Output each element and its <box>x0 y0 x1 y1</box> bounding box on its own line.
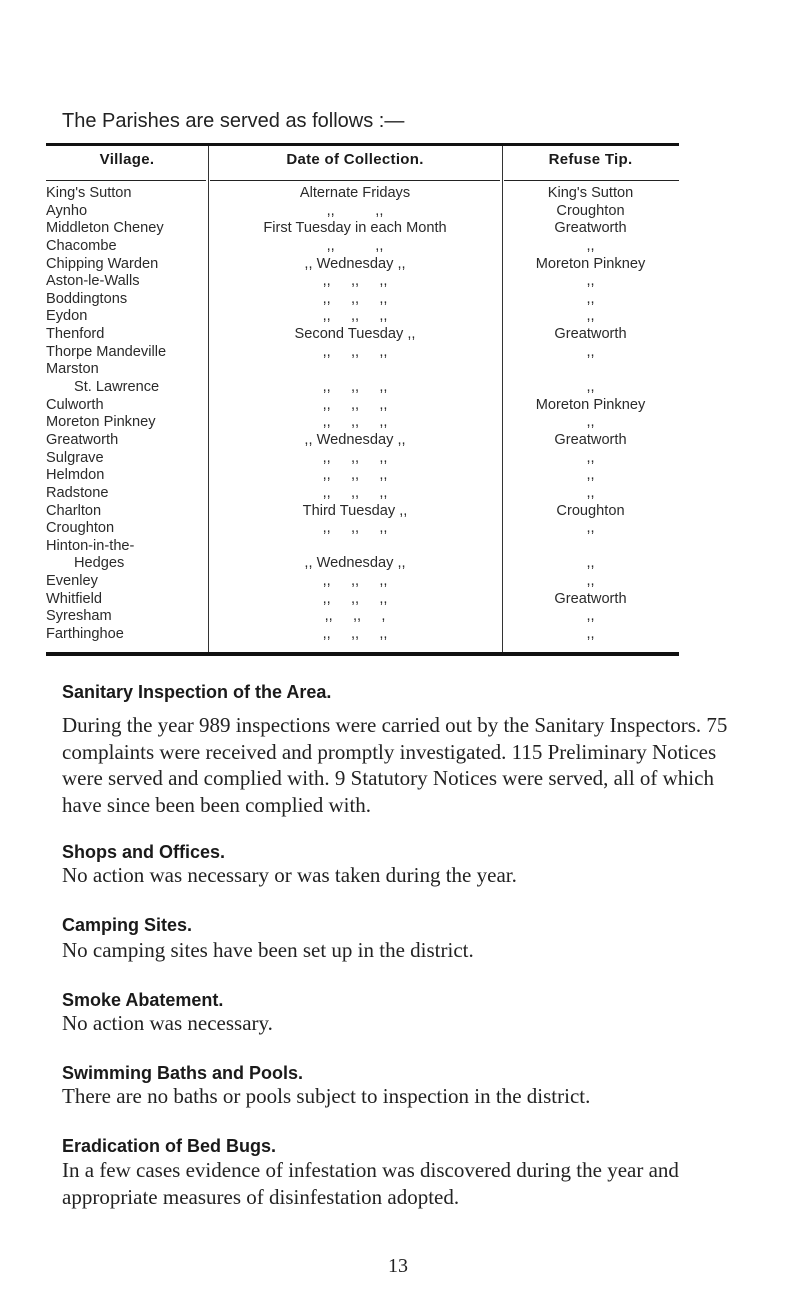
table-row <box>46 291 679 309</box>
header-village: Village. <box>99 151 155 168</box>
table-row <box>46 379 679 397</box>
page-number: 13 <box>388 1255 408 1277</box>
cell-village: Aston-le-Walls <box>46 273 140 290</box>
cell-village: Culworth <box>46 396 104 413</box>
cell-village: King's Sutton <box>46 185 132 201</box>
paragraph-sanitary-inspection: During the year 989 inspections were carried out by the Sanitary Inspectors. 75 complaints were received and promptly investigated. 115 Preliminary Notices were served and complied with. 9 Statutory Notices were served, all of which have since been been complied with. <box>62 713 728 817</box>
cell-village: Chipping Warden <box>46 255 159 272</box>
cell-refuse-tip: ,, <box>586 273 595 290</box>
cell-collection-date: ,, ,, ,, <box>322 626 388 643</box>
cell-refuse-tip: ,, <box>586 484 595 501</box>
cell-refuse-tip: ,, <box>586 467 595 484</box>
cell-refuse-tip: ,, <box>586 290 595 307</box>
table-body <box>46 185 679 644</box>
cell-village: Thorpe Mandeville <box>46 343 167 360</box>
cell-collection-date: ,, Wednesday ,, <box>304 431 406 448</box>
header-date: Date of Collection. <box>286 151 424 168</box>
table-row <box>46 467 679 485</box>
cell-refuse-tip: ,, <box>586 308 595 325</box>
cell-village: Helmdon <box>46 467 105 484</box>
table-bottom-rule <box>46 652 679 656</box>
cell-collection-date: ,, ,, ,, <box>322 414 388 431</box>
cell-collection-date: Third Tuesday ,, <box>302 502 408 519</box>
parish-collection-table <box>46 143 679 663</box>
cell-collection-date: ,, ,, , <box>324 608 386 625</box>
cell-collection-date: Alternate Fridays <box>299 185 411 201</box>
heading-swimming-baths: Swimming Baths and Pools. <box>62 1063 304 1083</box>
table-row <box>46 591 679 609</box>
cell-refuse-tip: King's Sutton <box>547 185 634 201</box>
table-row <box>46 626 679 644</box>
cell-refuse-tip: ,, <box>586 573 595 590</box>
cell-village: Charlton <box>46 502 102 519</box>
cell-refuse-tip: Moreton Pinkney <box>535 396 646 413</box>
header-tip: Refuse Tip. <box>548 151 633 168</box>
table-row <box>46 397 679 415</box>
cell-refuse-tip: ,, <box>586 555 595 572</box>
table-row <box>46 485 679 503</box>
cell-collection-date: ,, ,, ,, <box>322 484 388 501</box>
paragraph-bed-bugs: In a few cases evidence of infestation was discovered during the year and appropriate measures of disinfestation adopted. <box>62 1158 679 1209</box>
table-row <box>46 220 679 238</box>
cell-collection-date: ,, ,, ,, <box>322 520 388 537</box>
paragraph-smoke-abatement: No action was necessary. <box>62 1011 273 1035</box>
header-rule-village <box>46 180 206 181</box>
cell-refuse-tip: Croughton <box>556 202 625 219</box>
cell-collection-date: ,, ,, ,, <box>322 273 388 290</box>
cell-refuse-tip: Greatworth <box>554 590 627 607</box>
cell-collection-date: ,, ,, ,, <box>322 379 388 396</box>
table-row <box>46 203 679 221</box>
cell-refuse-tip: ,, <box>586 449 595 466</box>
table-row <box>46 608 679 626</box>
table-row <box>46 256 679 274</box>
paragraph-shops-offices: No action was necessary or was taken during the year. <box>62 863 517 887</box>
cell-refuse-tip: Greatworth <box>554 220 627 237</box>
table-row <box>46 308 679 326</box>
cell-collection-date: ,, ,, <box>326 202 384 219</box>
cell-village: Evenley <box>46 573 98 590</box>
cell-refuse-tip: ,, <box>586 379 595 396</box>
cell-collection-date: First Tuesday in each Month <box>263 220 447 237</box>
table-row <box>46 238 679 256</box>
table-row <box>46 344 679 362</box>
cell-refuse-tip: Greatworth <box>554 326 627 343</box>
cell-refuse-tip: Moreton Pinkney <box>535 255 646 272</box>
paragraph-camping-sites: No camping sites have been set up in the district. <box>62 938 474 962</box>
cell-village: Hedges <box>74 555 125 572</box>
cell-village: Marston <box>46 361 99 378</box>
intro-line: The Parishes are served as follows :— <box>62 110 405 132</box>
cell-village: Greatworth <box>46 431 119 448</box>
table-row <box>46 326 679 344</box>
cell-village: Radstone <box>46 484 109 501</box>
cell-village: Farthinghoe <box>46 626 124 643</box>
cell-refuse-tip: Croughton <box>556 502 625 519</box>
heading-sanitary-inspection: Sanitary Inspection of the Area. <box>62 682 332 702</box>
table-row <box>46 503 679 521</box>
heading-camping-sites: Camping Sites. <box>62 915 193 935</box>
cell-collection-date: ,, ,, ,, <box>322 308 388 325</box>
cell-village: Eydon <box>46 308 88 325</box>
table-row <box>46 432 679 450</box>
cell-collection-date: Second Tuesday ,, <box>294 326 416 343</box>
cell-village: Chacombe <box>46 237 117 254</box>
table-row <box>46 538 679 556</box>
cell-refuse-tip: ,, <box>586 608 595 625</box>
cell-village: Hinton-in-the- <box>46 537 135 554</box>
cell-village: St. Lawrence <box>74 379 160 396</box>
cell-collection-date: ,, ,, ,, <box>322 573 388 590</box>
table-row <box>46 361 679 379</box>
cell-village: Croughton <box>46 520 115 537</box>
table-row <box>46 450 679 468</box>
table-row <box>46 185 679 203</box>
cell-collection-date: ,, ,, ,, <box>322 467 388 484</box>
header-rule-tip <box>504 180 679 181</box>
cell-refuse-tip: ,, <box>586 626 595 643</box>
cell-village: Moreton Pinkney <box>46 414 156 431</box>
cell-collection-date: ,, ,, ,, <box>322 449 388 466</box>
heading-bed-bugs: Eradication of Bed Bugs. <box>62 1136 277 1156</box>
cell-village: Whitfield <box>46 590 102 607</box>
cell-refuse-tip: ,, <box>586 520 595 537</box>
cell-village: Aynho <box>46 202 88 219</box>
cell-village: Middleton Cheney <box>46 220 164 237</box>
cell-collection-date: ,, ,, <box>326 237 384 254</box>
cell-collection-date: ,, Wednesday ,, <box>304 555 406 572</box>
cell-village: Boddingtons <box>46 290 128 307</box>
heading-smoke-abatement: Smoke Abatement. <box>62 990 224 1010</box>
cell-collection-date: ,, ,, ,, <box>322 396 388 413</box>
cell-refuse-tip: ,, <box>586 237 595 254</box>
cell-village: Sulgrave <box>46 449 104 466</box>
table-row <box>46 414 679 432</box>
cell-village: Syresham <box>46 608 112 625</box>
cell-collection-date: ,, ,, ,, <box>322 343 388 360</box>
cell-village: Thenford <box>46 326 105 343</box>
cell-refuse-tip: ,, <box>586 414 595 431</box>
cell-refuse-tip: ,, <box>586 343 595 360</box>
cell-collection-date: ,, ,, ,, <box>322 290 388 307</box>
table-row <box>46 573 679 591</box>
table-row <box>46 273 679 291</box>
cell-collection-date: ,, Wednesday ,, <box>304 255 406 272</box>
cell-refuse-tip: Greatworth <box>554 431 627 448</box>
table-top-rule <box>46 143 679 146</box>
header-rule-date <box>210 180 500 181</box>
heading-shops-offices: Shops and Offices. <box>62 842 226 862</box>
table-row <box>46 520 679 538</box>
paragraph-swimming-baths: There are no baths or pools subject to inspection in the district. <box>62 1084 591 1108</box>
table-row <box>46 555 679 573</box>
cell-collection-date: ,, ,, ,, <box>322 590 388 607</box>
